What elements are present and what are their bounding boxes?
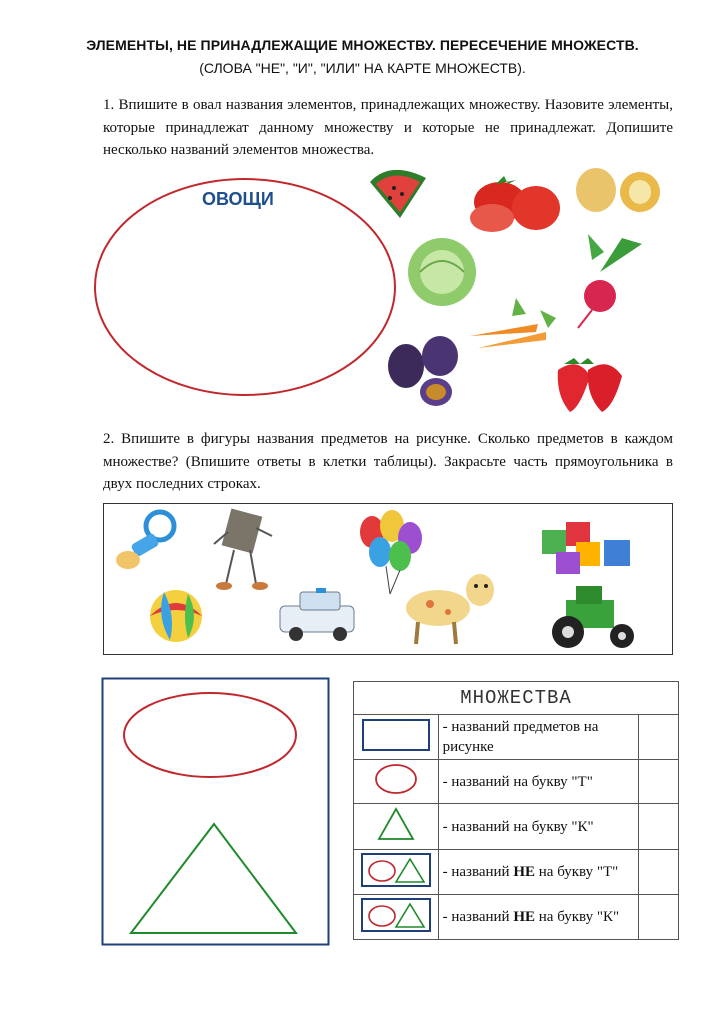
radish-icon — [578, 234, 642, 328]
plum-icon — [388, 336, 458, 406]
cartoon-book-icon — [214, 509, 272, 590]
watermelon-icon — [370, 170, 426, 218]
diagram-oval — [124, 693, 296, 777]
legend-row-text: - названий на букву "Т" — [438, 760, 639, 804]
sets-diagram-frame — [101, 677, 331, 947]
legend-row — [354, 715, 679, 760]
sets-legend-table — [353, 681, 679, 940]
tractor-icon — [552, 586, 634, 648]
answer-cell[interactable] — [639, 760, 679, 804]
ball-icon — [150, 590, 202, 642]
legend-row-text: - названий НЕ на букву "Т" — [438, 850, 639, 895]
strawberry-icon — [558, 358, 622, 412]
diagram-triangle — [131, 824, 296, 933]
melon-icon — [620, 172, 660, 212]
letter-blocks-icon — [542, 522, 630, 574]
rect-oval-triangle-icon — [360, 852, 432, 888]
legend-row-text: - названий предметов на рисунке — [438, 715, 639, 760]
legend-row — [354, 804, 679, 850]
answer-cell[interactable] — [639, 895, 679, 940]
worksheet-subtitle: (СЛОВА "НЕ", "И", "ИЛИ" НА КАРТЕ МНОЖЕСТВ). — [199, 60, 526, 76]
answer-cell[interactable] — [639, 804, 679, 850]
legend-row-text: - названий на букву "К" — [438, 804, 639, 850]
oval-icon — [373, 762, 419, 796]
carrot-icon — [470, 298, 556, 348]
potato-icon — [576, 168, 616, 212]
legend-row — [354, 895, 679, 940]
cow-icon — [406, 574, 494, 644]
rect-oval-triangle-icon — [360, 897, 432, 933]
balloons-icon — [360, 510, 422, 594]
answer-cell[interactable] — [639, 850, 679, 895]
cabbage-icon — [408, 238, 476, 306]
legend-row-text: - названий НЕ на букву "К" — [438, 895, 639, 940]
pacifier-icon — [116, 512, 174, 569]
triangle-icon — [376, 806, 416, 842]
legend-row — [354, 760, 679, 804]
task1-instructions: 1. Впишите в овал названия элементов, принадлежащих множеству. Назовите элементы, которые принадлежат данному множеству и которые не принадлежат. Допишите несколько названий элементов множества. — [103, 97, 673, 158]
answer-cell[interactable] — [639, 715, 679, 760]
rectangle-icon — [361, 718, 431, 752]
universal-rectangle — [103, 679, 329, 945]
task2-instructions: 2. Впишите в фигуры названия предметов на рисунке. Сколько предметов в каждом множестве? (Впишите ответы в клетки таблицы). Закрасьте часть прямоугольника в двух последних строках. — [103, 431, 673, 492]
legend-header: МНОЖЕСТВА — [354, 682, 679, 715]
items-pictures — [104, 504, 670, 652]
worksheet-title: ЭЛЕМЕНТЫ, НЕ ПРИНАДЛЕЖАЩИЕ МНОЖЕСТВУ. ПЕРЕСЕЧЕНИЕ МНОЖЕСТВ. — [86, 37, 639, 53]
vegetables-pictures — [360, 160, 680, 420]
police-car-icon — [280, 588, 354, 641]
oval-label: ОВОЩИ — [202, 189, 274, 209]
tomato-icon — [470, 176, 560, 232]
legend-row — [354, 850, 679, 895]
